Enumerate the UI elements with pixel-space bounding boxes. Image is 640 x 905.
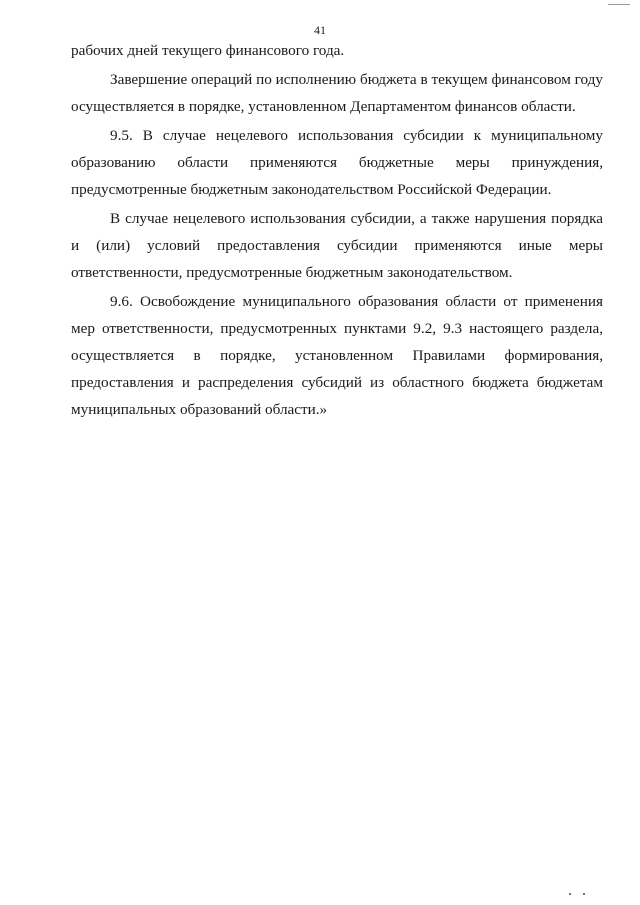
scan-dot-mark xyxy=(583,893,585,895)
paragraph-budget-completion: Завершение операций по исполнению бюджета в текущем финансовом году осуществляется в порядке, установленном Департаментом финансов области. xyxy=(71,71,603,115)
paragraph-9-5: 9.5. В случае нецелевого использования субсидии к муниципальному образованию области применяются бюджетные меры принуждения, предусмотренные бюджетным законодательством Российской Федерации. xyxy=(71,127,603,198)
scan-dot-mark xyxy=(569,893,571,895)
paragraph-misuse-liability: В случае нецелевого использования субсидии, а также нарушения порядка и (или) условий предоставления субсидии применяются иные меры ответственности, предусмотренные бюджетным законодательством. xyxy=(71,210,603,281)
paragraph-continuation: рабочих дней текущего финансового года. xyxy=(71,42,345,59)
page-number: 41 xyxy=(314,23,326,37)
scan-corner-mark xyxy=(608,0,630,5)
document-body xyxy=(71,37,603,423)
paragraph-9-6: 9.6. Освобождение муниципального образования области от применения мер ответственности, предусмотренных пунктами 9.2, 9.3 настоящего раздела, осуществляется в порядке, установленном Правилами формирования, предоставления и распределения субсидий из областного бюджета бюджетам муниципальных образований области.» xyxy=(71,293,603,418)
